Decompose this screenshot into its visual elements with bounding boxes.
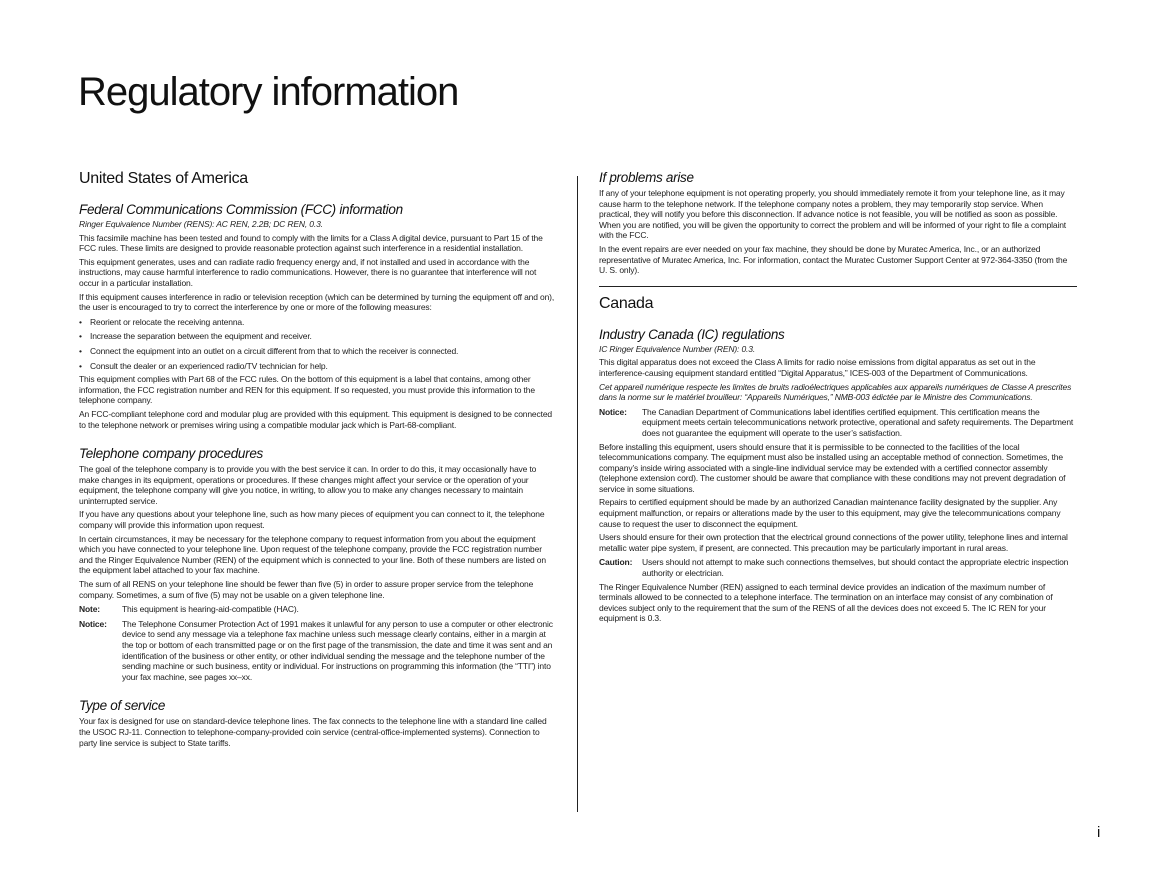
ic-paragraph-3: Before installing this equipment, users should ensure that it is permissible to be connected to the facilities of the local telecommunications company. The equipment must also be installed using an acceptable method of connection. Sometimes, the company’s inside wiring associated with a single-line individual service may be extended with a certified connector assembly (telephone extension cord). The customer should be aware that compliance with these conditions may not prevent degradation of service in some situations. — [599, 441, 1066, 494]
telco-notice — [79, 619, 557, 683]
telco-paragraph-3: In certain circumstances, it may be necessary for the telephone company to request information from you about the equipment which you have connected to your telephone line. Upon request of the telephone company, provide the FCC registration number and the Ringer Equivalence Number (REN) of the equipment which is connected to your line. Both of these numbers are listed on the equipment label attached to your fax machine. — [79, 533, 546, 576]
notice-text: The Telephone Consumer Protection Act of 1991 makes it unlawful for any person to use a computer or other electronic device to send any message via a telephone fax machine unless such message clearly contains, either in a margin at the top or bottom of each transmitted page or on the first page of the transmission, the date and time it was sent and an identification of the business or other entity, or other individual sending the message and the telephone number of the sending machine or such business, entity or individual. For instructions on programming this information (the “TTI”) into your fax machine, see pages xx–xx. — [122, 618, 553, 682]
service-paragraph-1: Your fax is designed for use on standard-device telephone lines. The fax connects to the telephone line with a standard line called the USOC RJ-11. Connection to telephone-company-provided coin service (central-office-implemented systems). Connection to party line service is subject to State tariffs. — [79, 716, 547, 748]
list-item-text: Reorient or relocate the receiving antenna. — [90, 316, 245, 327]
right-column — [599, 170, 1077, 624]
ic-paragraph-5: Users should ensure for their own protection that the electrical ground connections of the power utility, telephone lines and internal metallic water pipe system, if present, are connected. This precaution may be particularly important in rural areas. — [599, 532, 1068, 553]
list-item-text: Connect the equipment into an outlet on a circuit different from that to which the receiver is connected. — [90, 345, 459, 356]
ic-paragraph-1: This digital apparatus does not exceed the Class A limits for radio noise emissions from digital apparatus as set out in the interference-causing equipment standard entitled “Digital Apparatus,” ICES-003 of the Department of Communications. — [599, 357, 1036, 378]
telco-paragraph-1: The goal of the telephone company is to provide you with the best service it can. In order to do this, it may occasionally have to make changes in its equipment, operations or procedures. If these changes might affect your service or the operation of your equipment, the telephone company will give you notice, in writing, to allow you to make any changes necessary to maintain uninterrupted service. — [79, 464, 537, 506]
telco-note — [79, 604, 557, 615]
problems-heading: If problems arise — [599, 170, 694, 185]
list-item — [79, 317, 557, 328]
ic-paragraph-4: Repairs to certified equipment should be made by an authorized Canadian maintenance facility designated by the supplier. Any equipment malfunction, or repairs or alterations made by the user to this equipment, may give the telecommunications company cause to request the user to disconnect the equipment. — [599, 497, 1061, 529]
list-item — [79, 361, 557, 372]
caution-text: Users should not attempt to make such connections themselves, but should contact the appropriate electric inspection authority or electrician. — [642, 557, 1069, 579]
list-item — [79, 346, 557, 357]
column-divider — [577, 176, 578, 812]
list-item — [79, 331, 557, 342]
notice-text: The Canadian Department of Communications label identifies certified equipment. This certification means the equipment meets certain telecommunications network protective, operational and safety requirements. The Department does not guarantee the equipment will operate to the user’s satisfaction. — [642, 406, 1074, 438]
ic-paragraph-french: Cet appareil numérique respecte les limites de bruits radioélectriques applicables aux appareils numériques de Classe A prescrites dans la norme sur le matériel brouilleur: “Appareils Numériques,” NMB-003 édictée par le Ministre des Communications. — [599, 381, 1072, 403]
ic-notice — [599, 407, 1077, 439]
notice-label: Notice: — [79, 618, 107, 629]
telco-paragraph-4: The sum of all RENS on your telephone line should be fewer than five (5) in order to assure proper service from the telephone company. Sometimes, a sum of five (5) may not be usable on a given telephone line. — [79, 579, 534, 600]
bullet-icon: • — [79, 345, 82, 356]
telco-paragraph-2: If you have any questions about your telephone line, such as how many pieces of equipment you can connect to it, the telephone company will provide this information upon request. — [79, 509, 545, 531]
left-column — [79, 170, 557, 748]
service-heading: Type of service — [79, 698, 166, 714]
list-item-text: Increase the separation between the equipment and receiver. — [90, 331, 312, 342]
note-text: This equipment is hearing-aid-compatible (HAC). — [122, 604, 299, 615]
fcc-measures-list — [79, 317, 557, 371]
caution-label: Caution: — [599, 557, 633, 568]
page-title: Regulatory information — [78, 70, 459, 114]
canada-heading: Canada — [599, 294, 654, 312]
problems-paragraph-1: If any of your telephone equipment is not operating properly, you should immediately remote it from your telephone line, as it may cause harm to the telephone network. If the telephone company notes a problem, they may temporarily stop service. When practical, they will notify you before this disconnection. If advance notice is not feasible, you will be notified as soon as possible. When you are notified, you will be given the opportunity to correct the problem and will be informed of your right to file a complaint with the FCC. — [599, 188, 1067, 241]
fcc-heading: Federal Communications Commission (FCC) information — [79, 202, 403, 217]
bullet-icon: • — [79, 360, 82, 371]
ic-heading: Industry Canada (IC) regulations — [599, 326, 785, 342]
fcc-paragraph-3: If this equipment causes interference in radio or television reception (which can be determined by turning the equipment off and on), the user is encouraged to try to correct the interference by one or more of the following measures: — [79, 291, 555, 313]
fcc-paragraph-2: This equipment generates, uses and can radiate radio frequency energy and, if not installed and used in accordance with the instructions, may cause harmful interference to radio communications. However, there is no guarantee that interference will not occur in a particular installation. — [79, 256, 537, 288]
list-item-text: Consult the dealer or an experienced radio/TV technician for help. — [90, 360, 328, 371]
page-number: i — [1097, 824, 1101, 841]
fcc-paragraph-4: This equipment complies with Part 68 of the FCC rules. On the bottom of this equipment is a label that contains, among other information, the FCC registration number and REN for this equipment. If so requested, you must provide this information to the telephone company. — [79, 374, 535, 406]
fcc-paragraph-5: An FCC-compliant telephone cord and modular plug are provided with this equipment. This equipment is designed to be connected to the telephone network or premises wiring using a compatible modular jack which is Part-68-compliant. — [79, 408, 552, 430]
fcc-paragraph-1: This facsimile machine has been tested and found to comply with the limits for a Class A digital device, pursuant to Part 15 of the FCC rules. These limits are designed to provide reasonable protection against such interference in a residential installation. — [79, 232, 543, 254]
ic-paragraph-6: The Ringer Equivalence Number (REN) assigned to each terminal device provides an indication of the maximum number of terminals allowed to be connected to a telephone interface. The termination on an interface may consist of any combination of devices subject only to the requirement that the sum of the RENS of all the devices does not exceed 5. The IC REN for your equipment is 0.3. — [599, 581, 1053, 624]
bullet-icon: • — [79, 316, 82, 327]
fcc-ren-line: Ringer Equivalence Number (RENS): AC REN, 2.2B; DC REN, 0.3. — [79, 219, 323, 229]
problems-paragraph-2: In the event repairs are ever needed on your fax machine, they should be done by Muratec America, Inc., or an authorized representative of Muratec America, Inc. For information, contact the Muratec Customer Support Center at 972-364-3350 (from the U. S. only). — [599, 243, 1068, 276]
ic-caution — [599, 557, 1077, 578]
telco-heading: Telephone company procedures — [79, 446, 263, 462]
note-label: Note: — [79, 604, 100, 615]
section-divider — [599, 286, 1077, 287]
ic-ren-line: IC Ringer Equivalence Number (REN): 0.3. — [599, 343, 756, 354]
notice-label: Notice: — [599, 406, 627, 417]
us-heading: United States of America — [79, 170, 248, 187]
bullet-icon: • — [79, 331, 82, 342]
